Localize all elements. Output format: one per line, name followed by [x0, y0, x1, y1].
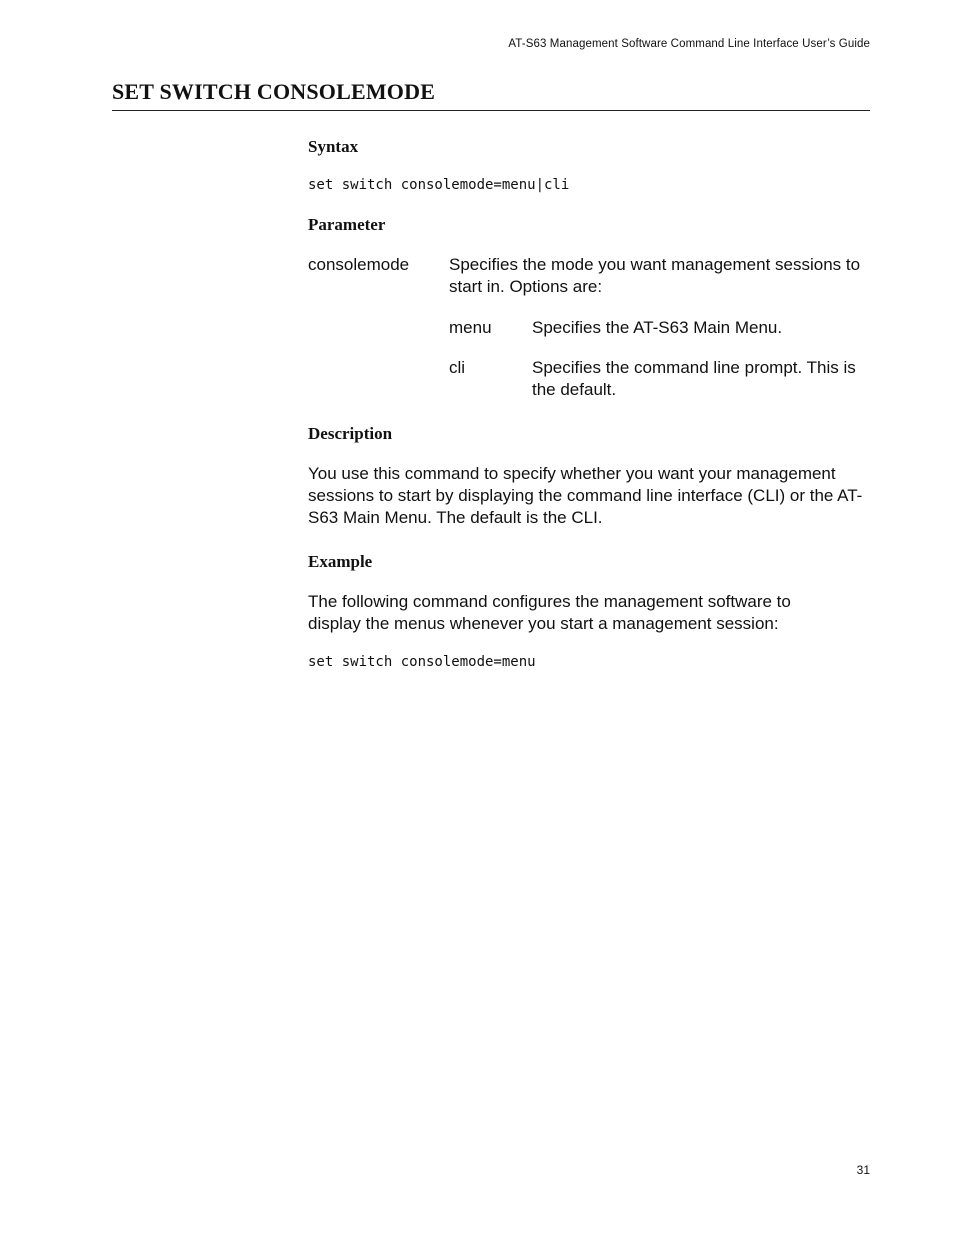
- example-heading: Example: [308, 552, 373, 571]
- option-name-cli: cli: [449, 358, 466, 377]
- parameter-name: consolemode: [308, 255, 410, 274]
- description-text: You use this command to specify whether you want your management sessions to start by displaying the command line interface (CLI) or the AT-S63 Main Menu. The default is the CLI.: [308, 464, 863, 527]
- section-title: SET SWITCH CONSOLEMODE: [112, 79, 436, 104]
- title-divider: [112, 110, 870, 111]
- description-heading: Description: [308, 424, 393, 443]
- option-name-menu: menu: [449, 318, 492, 337]
- example-text: The following command configures the management software to display the menus whenever you start a management session:: [308, 592, 791, 633]
- option-description-menu: Specifies the AT-S63 Main Menu.: [532, 318, 783, 337]
- syntax-command: set switch consolemode=menu|cli: [308, 177, 570, 193]
- option-description-cli: Specifies the command line prompt. This is the default.: [532, 358, 856, 399]
- syntax-heading: Syntax: [308, 137, 359, 156]
- parameter-heading: Parameter: [308, 215, 386, 234]
- running-header: AT-S63 Management Software Command Line Interface User’s Guide: [508, 38, 870, 50]
- parameter-description: Specifies the mode you want management sessions to start in. Options are:: [449, 255, 861, 296]
- example-command: set switch consolemode=menu: [308, 654, 536, 670]
- page-number: 31: [856, 1163, 870, 1177]
